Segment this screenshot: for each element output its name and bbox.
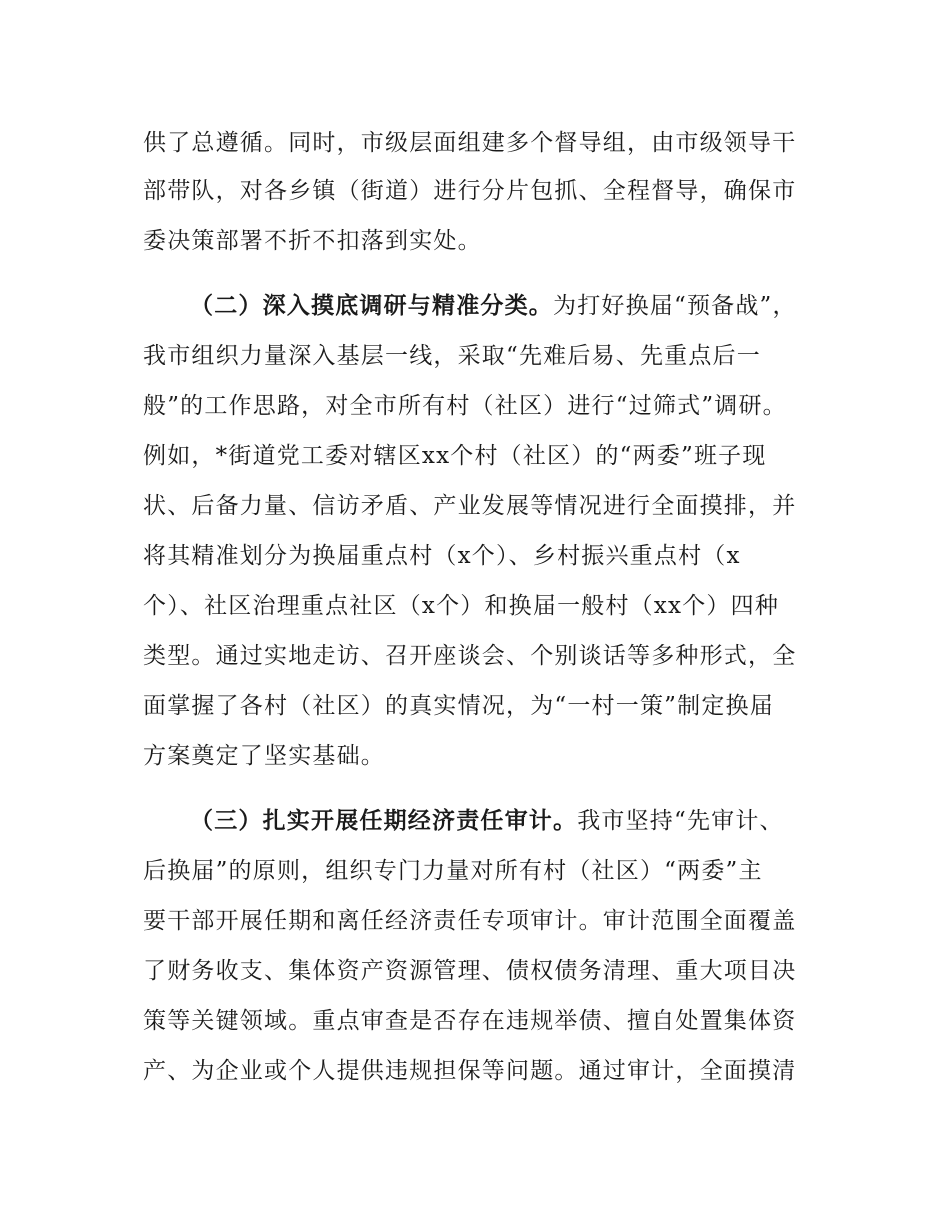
paragraph-2-line-1: 为打好换届“预备战”， (553, 293, 797, 319)
paragraph-3-line-6: 产、为企业或个人提供违规担保等问题。通过审计，全面摸清 (143, 1058, 797, 1084)
paragraph-2-line-9: 面掌握了各村（社区）的真实情况，为“一村一策”制定换届 (143, 693, 774, 719)
paragraph-3-line-3: 要干部开展任期和离任经济责任专项审计。审计范围全面覆盖 (143, 908, 797, 934)
paragraph-2-line-8: 类型。通过实地走访、召开座谈会、个别谈话等多种形式，全 (143, 643, 797, 669)
paragraph-3-line-1: 我市坚持“先审计、 (577, 808, 784, 834)
paragraph-2-line-10: 方案奠定了坚实基础。 (143, 743, 385, 769)
paragraph-2-first-line (190, 291, 797, 321)
section-3-heading: （三）扎实开展任期经济责任审计。 (190, 808, 578, 834)
paragraph-2-line-7: 个）、社区治理重点社区（x个）和换届一般村（xx个）四种 (143, 593, 780, 619)
paragraph-1-line-3: 委决策部署不折不扣落到实处。 (143, 228, 482, 254)
paragraph-2-line-2: 我市组织力量深入基层一线，采取“先难后易、先重点后一 (143, 343, 761, 369)
section-2-heading: （二）深入摸底调研与精准分类。 (190, 293, 553, 319)
paragraph-1-line-2: 部带队，对各乡镇（街道）进行分片包抓、全程督导，确保市 (143, 178, 797, 204)
paragraph-2-line-3: 般”的工作思路，对全市所有村（社区）进行“过筛式”调研。 (143, 393, 787, 419)
paragraph-3-line-4: 了财务收支、集体资产资源管理、债权债务清理、重大项目决 (143, 958, 797, 984)
paragraph-2-line-5: 状、后备力量、信访矛盾、产业发展等情况进行全面摸排，并 (143, 493, 797, 519)
paragraph-3-line-2: 后换届”的原则，组织专门力量对所有村（社区）“两委”主 (143, 858, 763, 884)
paragraph-3-line-5: 策等关键领域。重点审查是否存在违规举债、擅自处置集体资 (143, 1008, 797, 1034)
paragraph-1-line-1: 供了总遵循。同时，市级层面组建多个督导组，由市级领导干 (143, 130, 797, 156)
paragraph-2-line-4: 例如，*街道党工委对辖区xx个村（社区）的“两委”班子现 (143, 443, 767, 469)
paragraph-2-line-6: 将其精准划分为换届重点村（x个）、乡村振兴重点村（x (143, 543, 741, 569)
paragraph-3-first-line (190, 806, 784, 836)
